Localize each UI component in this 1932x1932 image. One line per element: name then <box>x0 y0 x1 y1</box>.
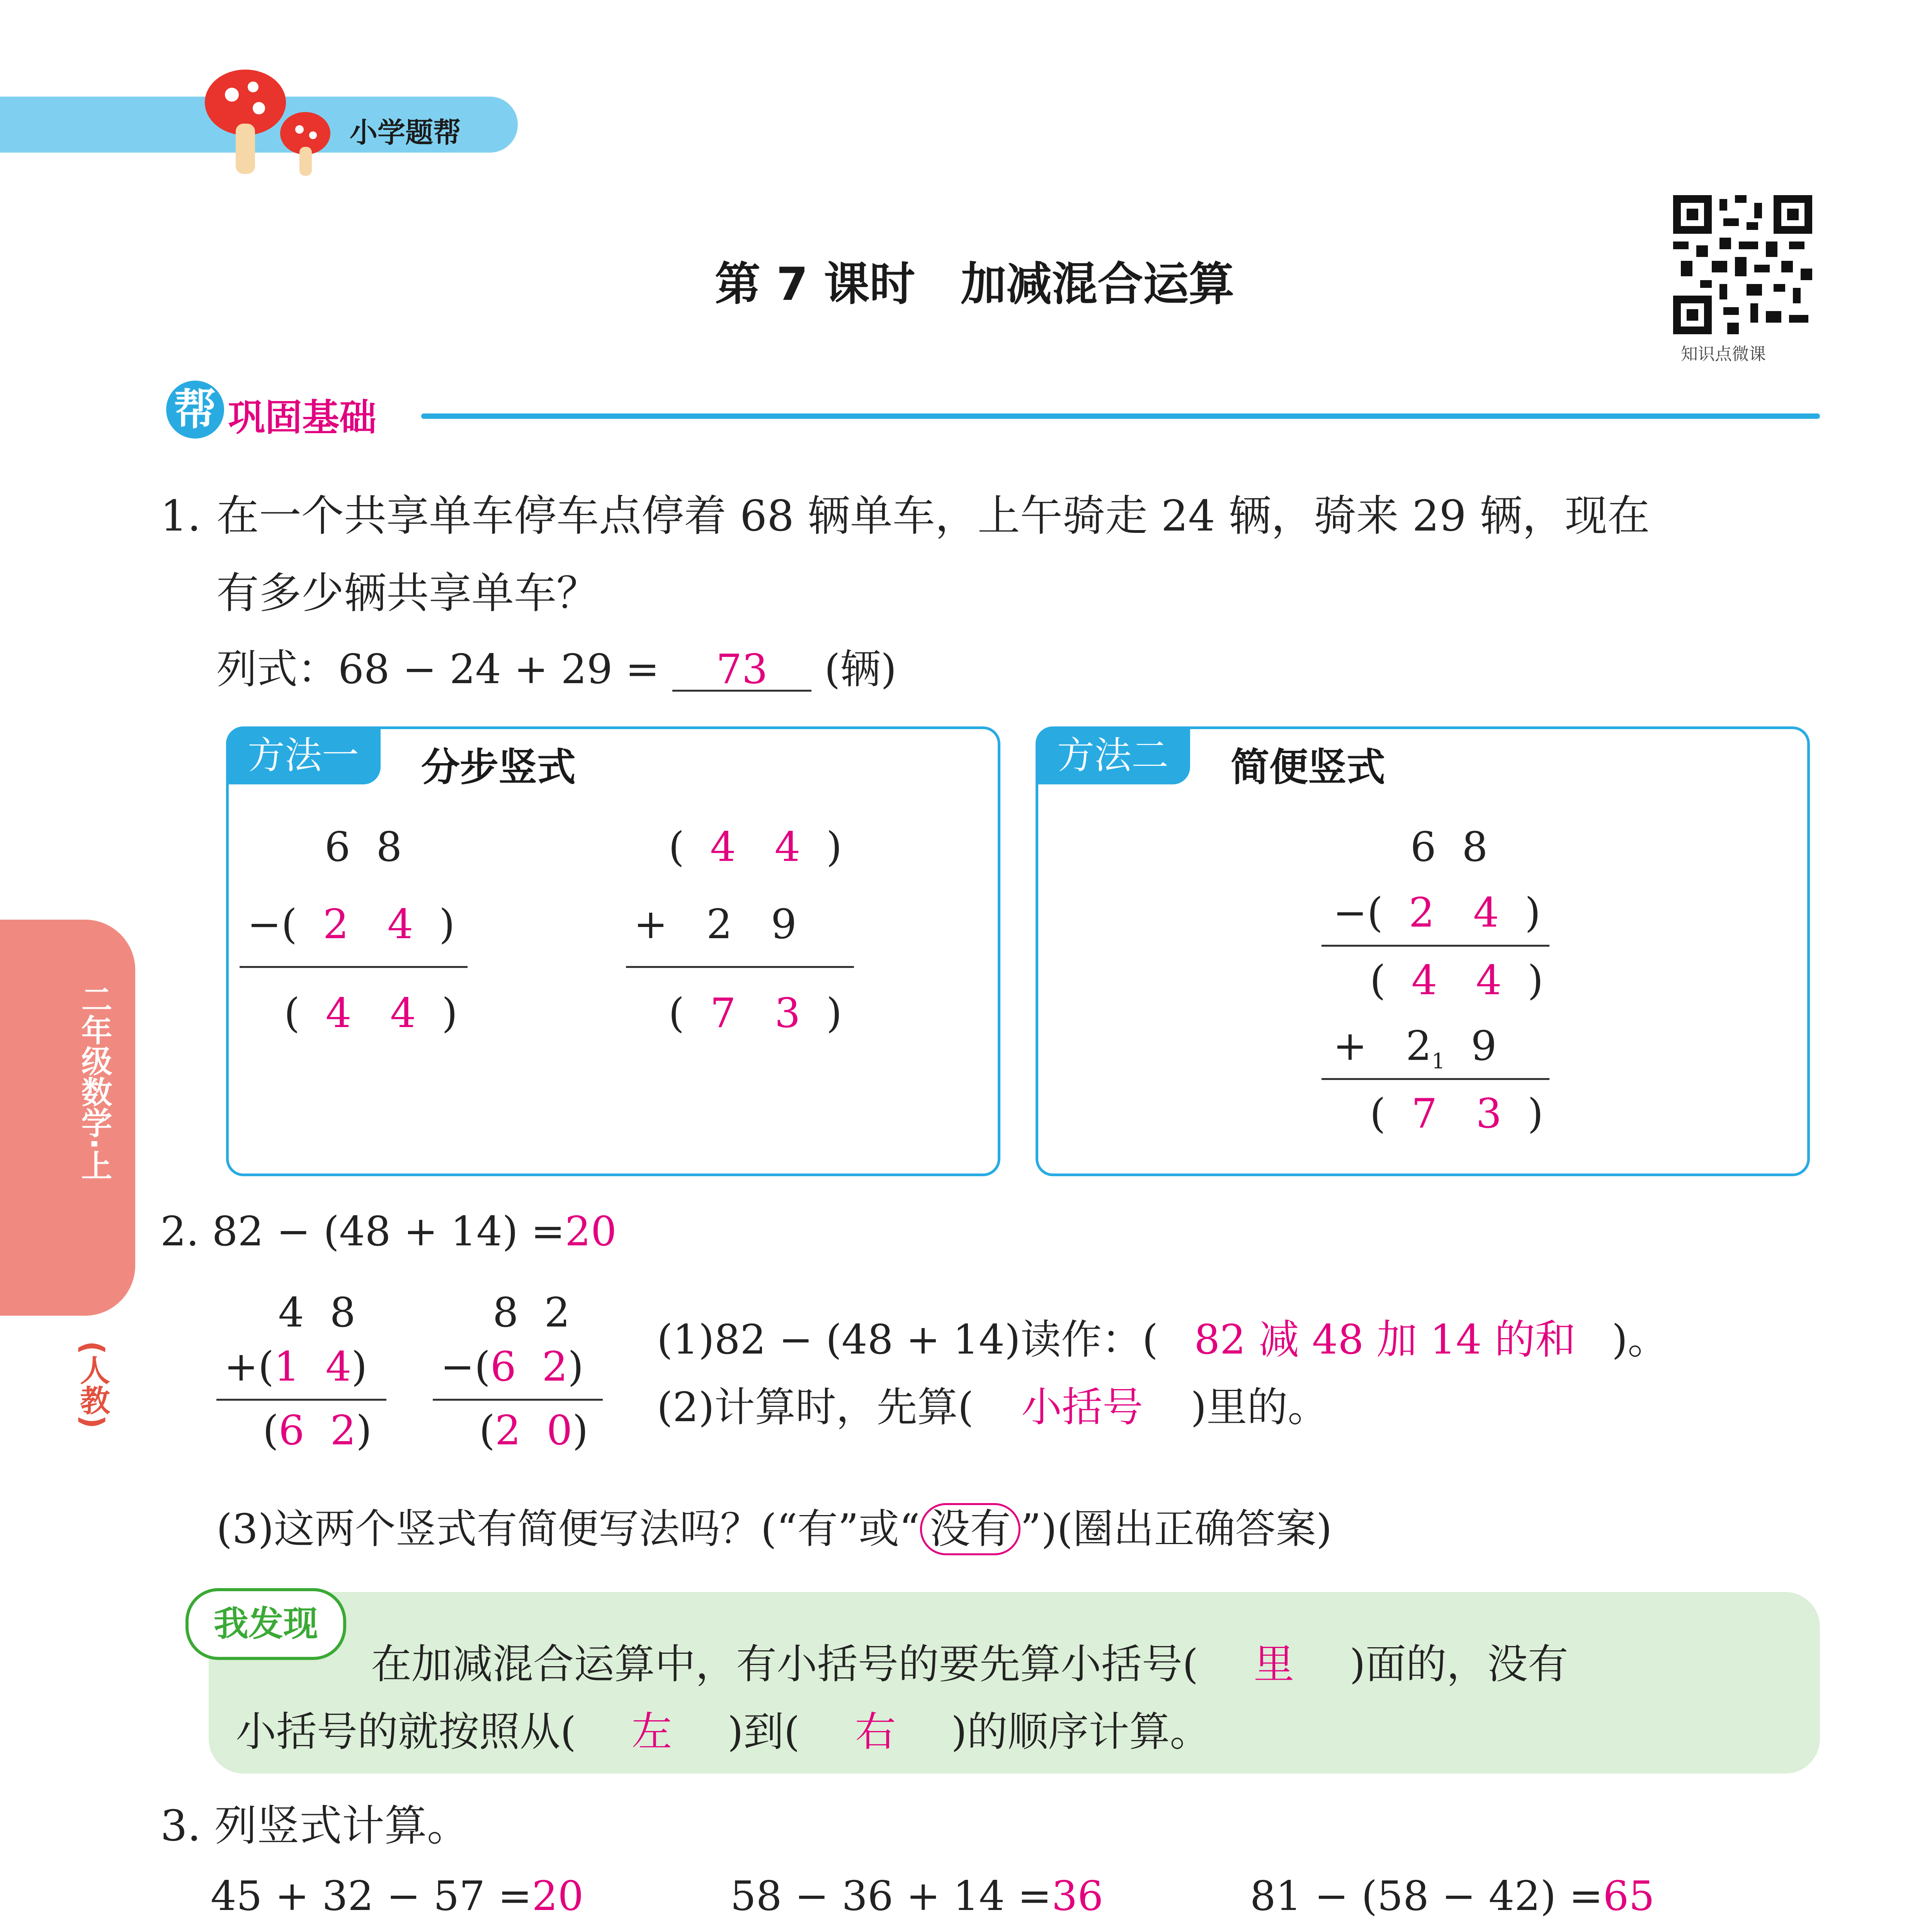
q3-item3 <box>1250 1872 1655 1920</box>
q1-formula-prefix: 列式：68 − 24 + 29 = <box>216 646 660 693</box>
discover-blank2[interactable]: 左 <box>631 1708 672 1755</box>
method2-tag: 方法二 <box>1036 726 1190 784</box>
m2-line2 <box>1321 1078 1549 1080</box>
q3-item2 <box>730 1872 1104 1920</box>
q2a-line <box>216 1399 386 1401</box>
q3-item2-answer: 36 <box>1051 1872 1104 1920</box>
m1a-row2: −( 2 4 ) <box>247 901 455 948</box>
method1-box <box>226 726 1000 1176</box>
q2b-line <box>433 1399 603 1401</box>
q1-answer-blank[interactable] <box>672 646 811 693</box>
q2-sub2-answer[interactable]: 小括号 <box>1021 1384 1143 1431</box>
q3-number: 3. <box>160 1801 201 1850</box>
qr-code[interactable] <box>1673 195 1812 334</box>
m2-row4: + $2_1$ 9 <box>1333 1022 1497 1073</box>
q2-sub1-prefix: (1)82 − (48 + 14)读作：( <box>657 1316 1158 1363</box>
side-tab-edition: (人教) <box>75 1341 110 1429</box>
method1-tag: 方法一 <box>226 726 381 784</box>
q3-item1 <box>211 1872 584 1920</box>
q3-item3-expr: 81 − (58 − 42) = <box>1250 1872 1603 1920</box>
q1-answer: 73 <box>716 646 768 693</box>
section-title: 巩固基础 <box>228 396 376 439</box>
q2a-row1: 4 8 <box>278 1289 356 1336</box>
method2-name: 简便竖式 <box>1231 745 1385 790</box>
q2b-row1: 8 2 <box>493 1289 570 1336</box>
discover-line2-suffix: )的顺序计算。 <box>951 1708 1211 1755</box>
lesson-title: 第 7 课时 加减混合运算 <box>715 257 1235 311</box>
q1-text-line2: 有多少辆共享单车？ <box>216 568 599 618</box>
q2-sub1-answer[interactable]: 82 减 48 加 14 的和 <box>1194 1316 1576 1363</box>
m2-row1: 6 8 <box>1410 823 1488 871</box>
discover-line2 <box>236 1708 1211 1755</box>
q2-sub1 <box>657 1316 1668 1363</box>
m1b-line <box>626 966 854 968</box>
mushroom-logo-icon <box>201 66 340 178</box>
q2-sub3-prefix: (3)这两个竖式有简便写法吗？(“有”或“ <box>216 1505 920 1553</box>
q2-expr: 82 − (48 + 14) = <box>212 1208 565 1255</box>
q2-answer: 20 <box>565 1208 617 1255</box>
m1a-line <box>240 966 468 968</box>
m2-row2: −( 2 4 ) <box>1333 889 1541 936</box>
discover-blank3[interactable]: 右 <box>855 1708 896 1755</box>
discover-line2-mid: )到( <box>727 1708 800 1755</box>
q2a-row3: (6 2) <box>263 1407 372 1454</box>
m1a-row3: ( 4 4 ) <box>284 990 458 1037</box>
q1-number: 1. <box>160 491 201 541</box>
side-tab-grade: 二年级数学·上 <box>76 983 112 1181</box>
q1-unit: (辆) <box>824 646 897 693</box>
brand-name: 小学题帮 <box>350 116 461 149</box>
q3-title: 列竖式计算。 <box>214 1801 469 1850</box>
q2-sub2 <box>657 1384 1328 1431</box>
q3-item3-answer: 65 <box>1603 1872 1655 1920</box>
q3-title-row <box>160 1801 469 1850</box>
m1b-row2: + 2 9 <box>634 901 797 948</box>
q2b-row3: (2 0) <box>479 1407 588 1454</box>
m2-line1 <box>1321 945 1549 947</box>
q2-sub3-suffix: ”)(圈出正确答案) <box>1020 1505 1332 1553</box>
q2-line <box>160 1208 617 1255</box>
q2-sub2-suffix: )里的。 <box>1190 1384 1328 1431</box>
q2-sub3 <box>216 1503 1332 1555</box>
discover-line2-prefix: 小括号的就按照从( <box>236 1708 576 1755</box>
discover-line1-suffix: )面的，没有 <box>1349 1641 1568 1688</box>
q2-sub2-prefix: (2)计算时，先算( <box>657 1384 974 1431</box>
side-tab <box>0 920 135 1316</box>
discover-badge: 我发现 <box>185 1588 346 1660</box>
discover-blank1[interactable]: 里 <box>1253 1641 1294 1688</box>
discover-line1-prefix: 在加减混合运算中，有小括号的要先算小括号( <box>371 1641 1198 1688</box>
q1-text-line1: 在一个共享单车停车点停着 68 辆单车，上午骑走 24 辆，骑来 29 辆，现在 <box>216 491 1650 541</box>
q1-formula <box>216 646 897 693</box>
q2b-row2: −(6 2) <box>440 1343 584 1390</box>
method1-name: 分步竖式 <box>421 745 576 790</box>
m1b-row1: ( 4 4 ) <box>668 823 842 871</box>
section-divider <box>421 413 1820 419</box>
q2-sub1-suffix: )。 <box>1612 1316 1668 1363</box>
qr-label: 知识点微课 <box>1681 344 1766 364</box>
m1b-row3: ( 7 3 ) <box>668 990 842 1037</box>
m2-row3: ( 4 4 ) <box>1370 957 1544 1004</box>
m2-row5: ( 7 3 ) <box>1370 1090 1544 1137</box>
q2-number: 2. <box>160 1208 199 1255</box>
q3-item2-expr: 58 − 36 + 14 = <box>730 1872 1052 1920</box>
discover-line1 <box>371 1641 1568 1688</box>
q3-item1-answer: 20 <box>532 1872 584 1920</box>
m1a-row1: 6 8 <box>325 823 402 871</box>
q2-sub3-answer[interactable]: 没有 <box>920 1503 1020 1555</box>
section-badge: 帮 <box>166 381 224 439</box>
q2a-row2: +(1 4) <box>224 1343 367 1390</box>
q3-item1-expr: 45 + 32 − 57 = <box>211 1872 532 1920</box>
